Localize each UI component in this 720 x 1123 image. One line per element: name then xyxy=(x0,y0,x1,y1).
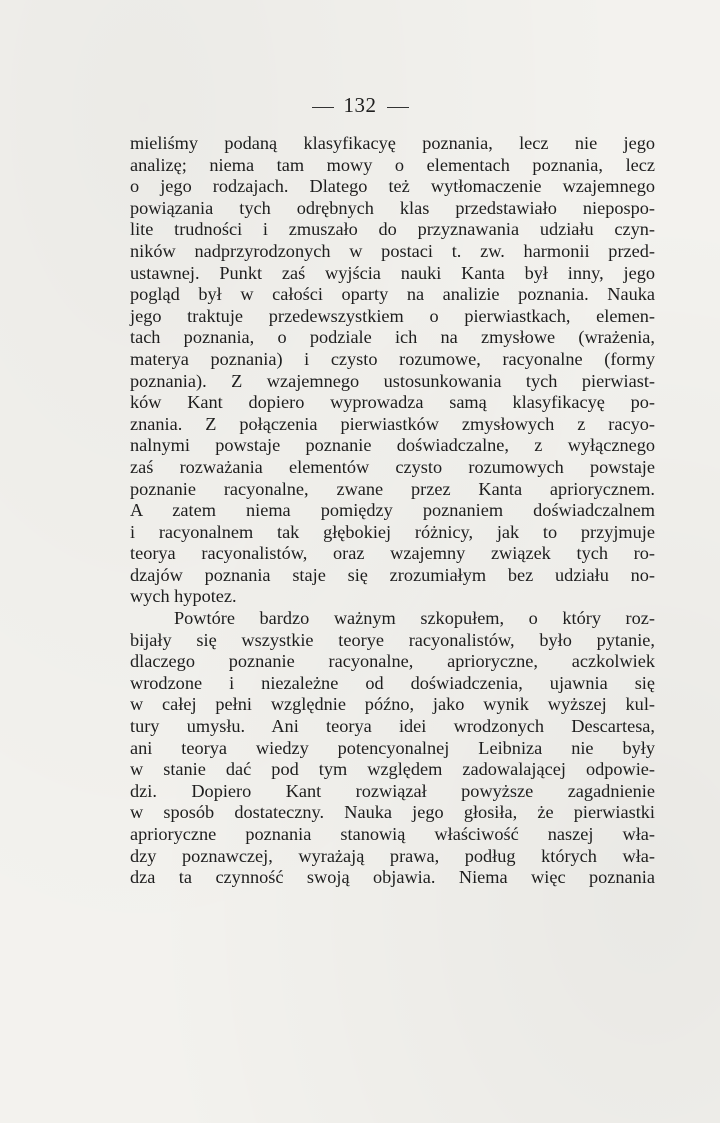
text-line: bijały się wszystkie teorye racyonalistów, było pytanie, xyxy=(130,629,655,650)
text-line: zaś rozważania elementów czysto rozumowych powstaje xyxy=(130,456,655,477)
text-line: jego traktuje przedewszystkiem o pierwiastkach, elemen- xyxy=(130,305,655,326)
text-line: poznanie racyonalne, zwane przez Kanta apriorycznem. xyxy=(130,478,655,499)
text-line: w całej pełni względnie późno, jako wynik wyższej kul- xyxy=(130,694,655,715)
text-line: pogląd był w całości oparty na analizie poznania. Nauka xyxy=(130,284,655,305)
body-text xyxy=(130,133,655,889)
text-line: o jego rodzajach. Dlatego też wytłomaczenie wzajemnego xyxy=(130,176,655,197)
right-dash xyxy=(387,107,409,108)
text-line: dlaczego poznanie racyonalne, aprioryczne, aczkolwiek xyxy=(130,651,655,672)
text-line: w stanie dać pod tym względem zadowalającej odpowie- xyxy=(130,759,655,780)
text-line: w sposób dostateczny. Nauka jego głosiła, że pierwiastki xyxy=(130,802,655,823)
page-number: 132 xyxy=(343,93,377,117)
text-line: lite trudności i zmuszało do przyznawania udziału czyn- xyxy=(130,219,655,240)
text-line: dzy poznawczej, wyrażają prawa, podług których wła- xyxy=(130,845,655,866)
left-dash xyxy=(312,107,334,108)
text-line: materya poznania) i czysto rozumowe, racyonalne (formy xyxy=(130,348,655,369)
text-line: wych hypotez. xyxy=(130,586,237,607)
text-line: ani teorya wiedzy potencyonalnej Leibniza nie były xyxy=(130,737,655,758)
text-line: nalnymi powstaje poznanie doświadczalne, z wyłącznego xyxy=(130,435,655,456)
text-line: poznania). Z wzajemnego ustosunkowania tych pierwiast- xyxy=(130,370,655,391)
text-line: znania. Z połączenia pierwiastków zmysłowych z racyo- xyxy=(130,413,655,434)
text-line: i racyonalnem tak głębokiej różnicy, jak to przyjmuje xyxy=(130,521,655,542)
text-line: powiązania tych odrębnych klas przedstawiało niepospo- xyxy=(130,197,655,218)
text-line: dzi. Dopiero Kant rozwiązał powyższe zagadnienie xyxy=(130,780,655,801)
page-number-header xyxy=(0,93,720,118)
text-line: dzajów poznania staje się zrozumiałym bez udziału no- xyxy=(130,564,655,585)
text-line: ników nadprzyrodzonych w postaci t. zw. harmonii przed- xyxy=(130,240,655,261)
text-line: teorya racyonalistów, oraz wzajemny związek tych ro- xyxy=(130,543,655,564)
text-line: analizę; niema tam mowy o elementach poznania, lecz xyxy=(130,154,655,175)
text-line: dza ta czynność swoją objawia. Niema więc poznania xyxy=(130,867,655,888)
text-line: wrodzone i niezależne od doświadczenia, ujawnia się xyxy=(130,672,655,693)
text-line: A zatem niema pomiędzy poznaniem doświadczalnem xyxy=(130,500,655,521)
text-line: tach poznania, o podziale ich na zmysłowe (wrażenia, xyxy=(130,327,655,348)
text-line: aprioryczne poznania stanowią właściwość naszej wła- xyxy=(130,824,655,844)
text-line: ustawnej. Punkt zaś wyjścia nauki Kanta był inny, jego xyxy=(130,262,655,283)
text-line: tury umysłu. Ani teorya idei wrodzonych Descartesa, xyxy=(130,716,655,737)
text-line: mieliśmy podaną klasyfikacyę poznania, lecz nie jego xyxy=(130,133,655,153)
text-line: ków Kant dopiero wyprowadza samą klasyfikacyę po- xyxy=(130,392,655,413)
text-line: Powtóre bardzo ważnym szkopułem, o który roz- xyxy=(174,608,655,629)
